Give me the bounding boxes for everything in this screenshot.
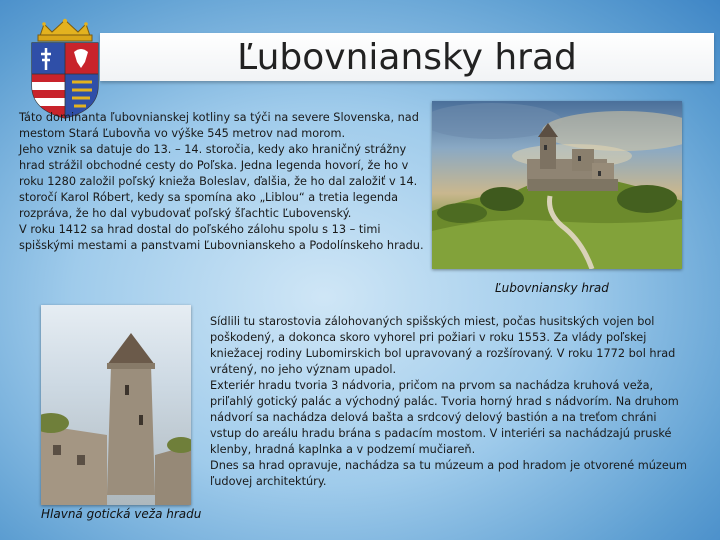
intro-text [19, 110, 434, 254]
intro-paragraph: Táto dominanta ľubovnianskej kotliny sa týči na severe Slovenska, nad mestom Stará Ľubovňa vo výške 545 metrov nad morom. [19, 111, 419, 140]
pledge-paragraph: V roku 1412 sa hrad dostal do poľského zálohu spolu s 13 – timi spišskými mestami a panstvami Ľubovnianskeho a Podolínskeho hradu. [19, 223, 424, 252]
crown-icon [38, 19, 92, 41]
castle-photo [432, 101, 682, 269]
page-title: Ľubovniansky hrad [237, 37, 577, 78]
today-paragraph: Dnes sa hrad opravuje, nachádza sa tu múzeum a pod hradom je otvorené múzeum ľudovej architektúry. [210, 459, 687, 488]
coat-of-arms-icon [22, 18, 108, 120]
castle-caption: Ľubovniansky hrad [495, 281, 609, 295]
tower-photo [41, 305, 191, 505]
history-paragraph: Jeho vznik sa datuje do 13. – 14. storočia, kedy ako hraničný strážny hrad strážil obchodné cesty do Poľska. Jedna legenda hovorí, že ho v roku 1280 založil poľský knieža Boleslav, ďalšia, že ho dal založiť v 14. storočí Karol Róbert, kedy sa spomína ako „Liblou“ a tretia legenda rozpráva, že ho dal vybudovať poľský šľachtic Ľubovenský. [19, 143, 418, 220]
tower-caption: Hlavná gotická veža hradu [41, 507, 202, 521]
exterior-text [210, 314, 688, 490]
exterior-paragraph: Exteriér hradu tvoria 3 nádvoria, pričom na prvom sa nachádza kruhová veža, priľahlý gotický palác a východný palác. Tvoria horný hrad s nádvorím. Na druhom nádvorí sa nachádza delová bašta a srdcový delový bastión a na treťom chráni vstup do areálu hradu brána s padacím mostom. V interiéri sa nachádzajú pruské klenby, hradná kaplnka a v podzemí mučiareň. [210, 379, 679, 456]
decline-paragraph: Sídlili tu starostovia zálohovaných spišských miest, počas husitských vojen bol poškodený, a dokonca skoro vyhorel pri požiari v roku 1553. Za vlády poľskej kniežacej rodiny Lubomirskich bol upravovaný a rozšírovaný. V roku 1772 bol hrad vrátený, no jeho význam upadol. [210, 315, 676, 376]
title-bar [100, 33, 714, 81]
